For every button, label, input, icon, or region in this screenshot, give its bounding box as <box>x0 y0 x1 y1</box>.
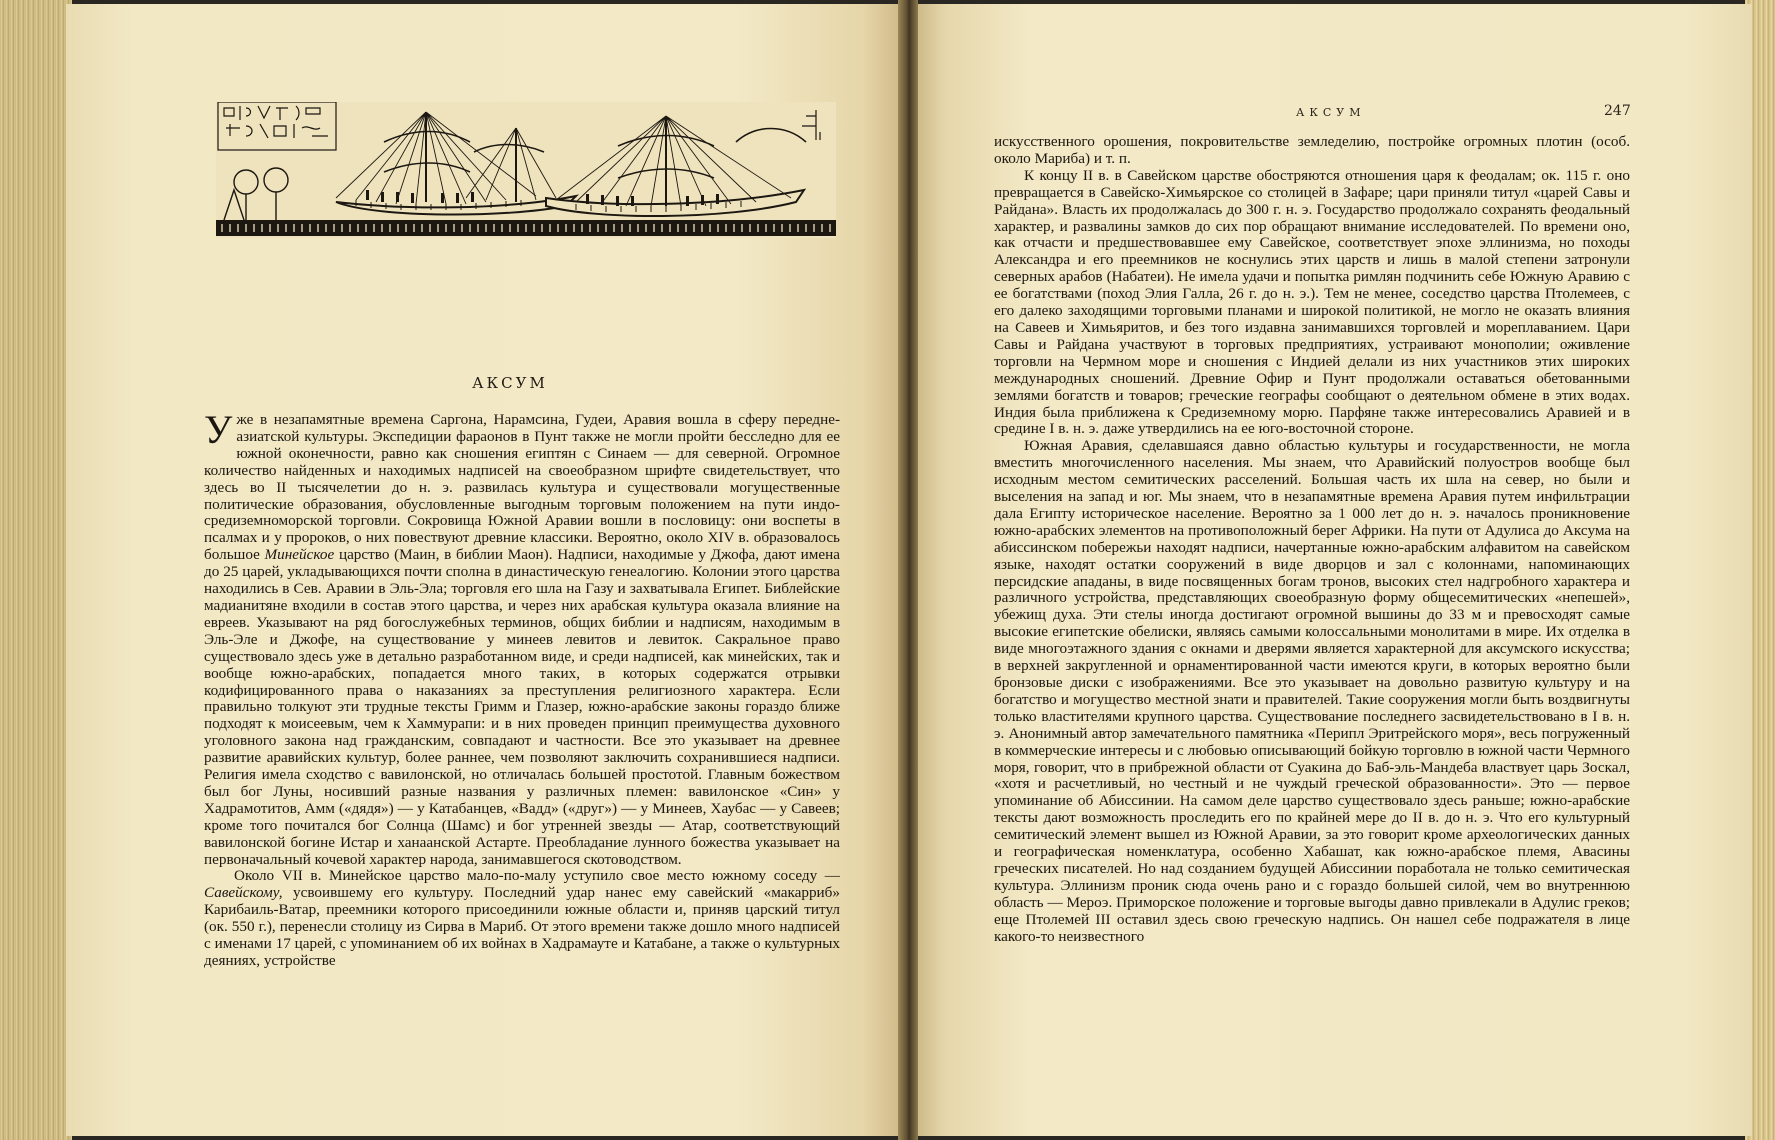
paragraph: К концу II в. в Савейском царстве обостряются отношения царя к феодалам; ок. 115 г. оно превращается в Савейско-Химьярское со столицей в Зафаре; цари приняли титул «царей Савы и Райдана». Власть их продолжалась до 300 г. н. э. Государство продолжало сохранять феодальный характер, и развалины замков до сих пор обращают внимание исследователей. По времени оно, как отчасти и предшествовавшее ему Савейское, соответствует эпохе эллинизма, но походы Александра и его преемников не коснулись этих царств и лишь в малой степени затронули северных арабов (Набатеи). Не имела удачи и попытка римлян подчинить себе Южную Аравию с ее богатствами (поход Элия Галла, 26 г. до н. э.). Тем не менее, соседство царства Птолемеев, с его далеко заходящими торговыми планами и широкой политикой, не могло не оказать влияния на Савеев и Химьяритов, и без того издавна занимавшихся торговлей и мореплаванием. Цари Савы и Райдана участвуют в торговых предприятиях, устраивают монополии; оживление торговли на Чермном море и сношения с Индией делали из них участников этих широких международных сношений. Древние Офир и Пунт продолжали оставаться обетованными землями богатств и товаров; греческие географы сообщают о деятельном обмене в этих водах. Индия была приближена к Средиземному морю. Парфяне также интересовались Аравией и в средине I в. н. э. даже утвердились на ее юго-восточной стороне. <box>994 166 1630 438</box>
paragraph: искусственного орошения, покровительстве земледелию, постройке огромных плотин (особ. около Мариба) и т. п. <box>994 133 1630 167</box>
paragraph-text: же в незапамятные времена Саргона, Нарамсина, Гудеи, Аравия вошла в сферу передне-азиатской культуры. Экспедиции фараонов в Пунт также не могли пройти бесследно для ее южной оконечности, равно как сношения египтян с Синаем — для северной. Огромное количество найденных и находимых надписей на своеобразном шрифте свидетельствует, что здесь во II тысячелетии до н. э. развилась культура и существовали могущественные политические образования, обусловленные выгодным торговым положением на пути индо-средиземноморской торговли. Сокровища Южной Аравии вошли в пословицу: они воспеты в псалмах и у пророков, о них повествуют древние классики. Вероятно, около XIV в. образовалось большое <box>204 411 840 564</box>
emphasis: Минейское <box>264 546 335 564</box>
paragraph: Южная Аравия, сделавшаяся давно областью культуры и государственности, не могла вместить многочисленного населения. Мы знаем, что Аравийский полуостров вообще был исходным местом семитических расселений. Большая часть их шла на север, но были и выселения на запад и юг. Мы знаем, что в незапамятные времена Аравия путем инфильтрации дала Египту историческое население. Вероятно за 1 000 лет до н. э. началось проникновение южно-арабских элементов на противоположный берег Африки. На пути от Адулиса до Аксума на абиссинском побережьи находят надписи, начертанные южно-арабским алфавитом на савейском языке, находят остатки сооружений в виде дворцов и зал с колоннами, напоминающих персидские ападаны, в виде посвященных богам тронов, высоких стел надгробного характера и различного устройства, представляющих своеобразную форму общесемитических «непешей», убежищ духа. Эти стелы иногда достигают огромной вышины до 33 м и превосходят самые высокие египетские обелиски, являясь самыми колоссальными монолитами в мире. Их отделка в виде многоэтажного здания с окнами и дверями является характерной для аксумского искусства; в верхней закругленной и орнаментированной части имеются круги, в которых вероятно были бронзовые диски с изображениями. Все это указывает на довольно развитую культуру и на богатство и могущество местной знати и правителей. Такие сооружения могли быть воздвигнуты только властителями крупного царства. Существование последнего засвидетельствовано в I в. н. э. Анонимный автор замечательного памятника «Перипл Эритрейского моря», весь погруженный в коммерческие интересы и с любовью описывающий бойкую торговлю в южной части Чермного моря, говорит, что в прибрежной области от Суакина до Баб-эль-Мандеба властвует царь Зоскал, «хотя и расчетливый, но честный и не чуждый греческой образованности». Это — первое упоминание об Абиссинии. На самом деле царство существовало здесь раньше; южно-арабские тексты дают возможность проследить его по крайней мере до II в. до н. э. Что его культурный семитический элемент вышел из Южной Аравии, за это говорит кроме археологических данных и географическая номенклатура, особенно Хабашат, как южно-арабское племя, Авасины греческих писателей. Но над созданием будущей Абиссинии поработала не только семитическая культура. Эллинизм проник сюда очень рано и с гораздо большей силой, чем во внутреннюю область — Мероэ. Приморское положение и торговые выгоды давно привлекали в Адулис греков; еще Птолемей III оставил здесь свою греческую надпись. Он нашел себе подражателя в лице какого-то неизвестного <box>994 437 1630 945</box>
book-gutter <box>898 0 918 1140</box>
paragraph <box>204 407 841 868</box>
page-edges-left <box>0 0 72 1140</box>
paragraph <box>204 868 840 969</box>
page-number: 247 <box>1604 103 1631 119</box>
ships-illustration <box>216 102 836 238</box>
emphasis: Савейскому, <box>204 884 283 902</box>
paragraph-text: усвоившему его культуру. Последний удар нанес ему савейский «макарриб» Карибаиль-Ватар, преемники которого присоединили южные области и, приняв царский титул (ок. 550 г.), перенесли столицу из Сирва в Мариб. От этого времени также дошло много надписей с именами 17 царей, с упоминанием об их войнах в Хадрамауте и Катабане, а также о культурных деяниях, устройстве <box>204 884 841 969</box>
right-page-text <box>994 134 1630 946</box>
left-page-text <box>204 407 841 970</box>
paragraph-text: Около VII в. Минейское царство мало-по-малу уступило свое место южному соседу — <box>234 867 840 885</box>
running-head: АКСУМ <box>1296 106 1366 119</box>
drop-cap: У <box>204 407 233 452</box>
chapter-title: АКСУМ <box>472 374 548 392</box>
paragraph-text: царство (Маин, в библии Маон). Надписи, находимые у Джофа, дают имена до 25 царей, укладывающихся почти сполна в династическую генеалогию. Колонии этого царства находились в Сев. Аравии в Эль-Эла; торговля его шла на Газу и захватывала Египет. Библейские мадианитяне входили в состав этого царства, и через них арабская культура оказала влияние на евреев. Указывают на ряд богослужебных терминов, общих библии и надписям, находимым в Эль-Эле и Джофе, на существование у минеев левитов и левиток. Сакральное право существовало здесь уже в детально разработанном виде, и среди надписей, как минейских, так и вообще южно-арабских, попадается много таких, в которых содержатся отрывки кодифицированного права о наказаниях за преступления религиозного характера. Если правильно толкуют эти трудные тексты Гримм и Глазер, южно-арабские законы гораздо ближе подходят к моисеевым, чем к Хаммурапи: и в них проведен принцип преимущества духовного уголовного закона над гражданским, совпадают и частности. Все это указывает на древнее развитие аравийских культур, более раннее, чем позволяют заключить сохранившиеся надписи. Религия имела сходство с вавилонской, но отличалась большей простотой. Главным божеством был бог Луны, носивший разные названия у различных племен: вавилонское «Син» у Хадрамотитов, Амм («дядя») — у Катабанцев, «Вадд» («друг») — у Минеев, Хаубас — у Савеев; кроме того почитался бог Солнца (Шамс) и бог утренней звезды — Атар, соответствующий вавилонской богине Истар и ханаанской Астарте. Преобладание лунного божества указывает на первоначальный кочевой характер народа, занимавшегося скотоводством. <box>204 546 841 868</box>
